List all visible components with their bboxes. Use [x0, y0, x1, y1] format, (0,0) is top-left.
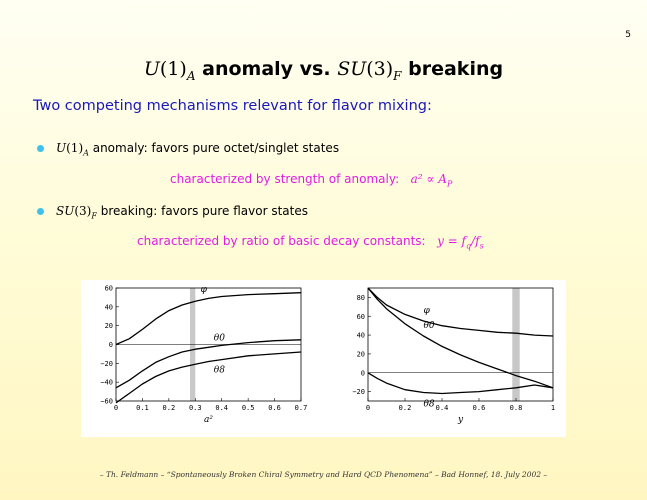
bullet-1-math: $U(1)_A$ [56, 141, 89, 158]
plot-2-series-label: θ0 [423, 321, 435, 332]
title-math-u1a: $U(1)_A$ [143, 58, 196, 83]
plot-1-series-line [116, 352, 301, 403]
bullet-2 [37, 204, 308, 220]
bullet-1-detail [170, 172, 452, 188]
plot-1-xtick-label: 0.3 [188, 404, 202, 412]
plot-2-ytick-label: 20 [356, 350, 365, 359]
bullet-1-text: anomaly: favors pure octet/singlet states [88, 141, 340, 155]
title-text-mid: anomaly vs. [202, 58, 331, 80]
plot-1-series-label: θ0 [213, 333, 225, 344]
plot-1-ytick-label: −60 [100, 397, 113, 406]
slide-title [0, 58, 647, 83]
bullet-dot-icon [37, 208, 44, 215]
plot-1-xtick-label: 0.5 [241, 404, 255, 412]
plot-1-ytick-label: −40 [100, 378, 113, 387]
plot-1-xlabel: a² [204, 415, 213, 425]
plot-1-ytick-label: 0 [108, 341, 113, 349]
bullet-2-text: breaking: favors pure flavor states [96, 204, 308, 218]
plot-1-ytick-label: 60 [104, 284, 113, 293]
plot-2-xtick-label: 0 [365, 404, 371, 412]
plot-1-ytick-label: −20 [100, 359, 113, 368]
plot-1-xtick-label: 0.7 [294, 404, 308, 412]
plot-2-xtick-label: 1 [550, 404, 556, 412]
plot-2-ytick-label: −20 [352, 388, 365, 397]
page-number: 5 [625, 30, 631, 40]
bullet-1 [37, 141, 339, 157]
plot-1-ytick-label: 20 [104, 322, 113, 331]
plot-2-xtick-label: 0.6 [472, 404, 486, 412]
intro-text: Two competing mechanisms relevant for flavor mixing: [33, 98, 432, 114]
figure-panel [81, 280, 566, 437]
bullet-2-detail-math: $y = f_q/f_s$ [437, 234, 484, 251]
bullet-2-math: $SU(3)_F$ [56, 204, 97, 221]
plot-2-series-label: φ [423, 305, 430, 316]
plot-2-band [512, 288, 519, 401]
plot-2-xtick-label: 0.4 [435, 404, 449, 412]
plot-2-series-line [368, 288, 553, 336]
plot-2-ytick-label: 60 [356, 312, 365, 321]
plot-2-series-label: θ8 [423, 399, 435, 410]
bullet-2-detail [137, 234, 484, 250]
plot-1-series-line [116, 293, 301, 345]
bullet-1-detail-text: characterized by strength of anomaly: [170, 172, 400, 186]
plot-2-xlabel: y [457, 415, 464, 425]
plot-1-xtick-label: 0.4 [215, 404, 229, 412]
plot-1-series-label: θ8 [213, 365, 225, 376]
plot-1-xtick-label: 0.6 [268, 404, 281, 412]
plot-2-xtick-label: 0.8 [509, 404, 523, 412]
plot-1-series-line [116, 340, 301, 388]
bullet-2-detail-text: characterized by ratio of basic decay constants: [137, 234, 426, 248]
plot-2-series-line [368, 373, 553, 394]
bullet-dot-icon [37, 145, 44, 152]
plot-2-xtick-label: 0.2 [398, 404, 412, 412]
plot-1-xtick-label: 0.1 [136, 404, 149, 412]
plot-2-ytick-label: 0 [360, 369, 365, 378]
bullet-1-detail-math: $a^2 \propto A_P$ [410, 172, 453, 189]
footer-citation: – Th. Feldmann – “Spontaneously Broken Chiral Symmetry and Hard QCD Phenomena” – Bad Honnef, 18. July 2002 – [99, 470, 548, 479]
plot-2-frame [368, 288, 553, 401]
figure-svg [81, 280, 566, 437]
title-math-su3f: $SU(3)_F$ [337, 58, 402, 83]
plot-1-xtick-label: 0 [113, 404, 119, 412]
plot-1-ytick-label: 40 [104, 303, 113, 312]
plot-2-ytick-label: 40 [356, 331, 365, 340]
plot-1-series-label: φ [200, 285, 207, 296]
title-text-end: breaking [408, 58, 504, 80]
plot-2-ytick-label: 80 [356, 293, 365, 302]
plot-1-xtick-label: 0.2 [162, 404, 176, 412]
